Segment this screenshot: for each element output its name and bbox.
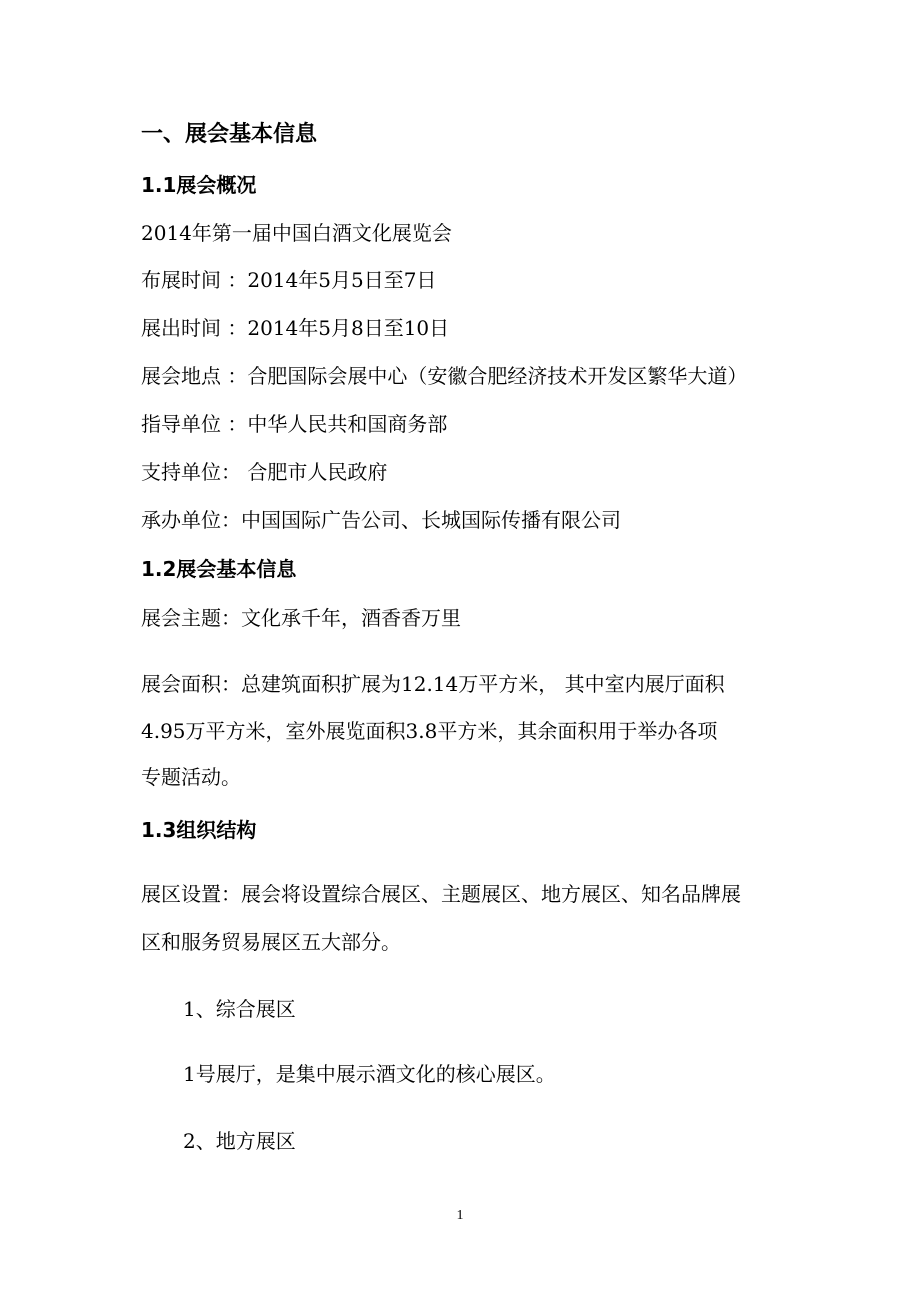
venue: 展会地点 ：合肥国际会展中心（安徽合肥经济技术开发区繁华大道） — [141, 364, 748, 388]
supporting-unit: 支持单位： 合肥市人民政府 — [141, 460, 388, 484]
area-line-1: 展会面积：总建筑面积扩展为12.14万平方米， 其中室内展厅面积 — [141, 672, 725, 696]
zone-item-1-desc: 1号展厅，是集中展示酒文化的核心展区。 — [183, 1062, 556, 1086]
zones-line-2: 区和服务贸易展区五大部分。 — [141, 930, 401, 954]
exhibition-name: 2014年第一届中国白酒文化展览会 — [141, 221, 452, 245]
exhibition-theme: 展会主题：文化承千年，酒香香万里 — [141, 606, 461, 630]
zone-item-1-title: 1、综合展区 — [183, 997, 296, 1021]
zones-line-1: 展区设置：展会将设置综合展区、主题展区、地方展区、知名品牌展 — [141, 882, 741, 906]
heading-main: 一、展会基本信息 — [141, 122, 318, 147]
area-line-3: 专题活动。 — [141, 765, 241, 789]
organizer: 承办单位：中国国际广告公司、长城国际传播有限公司 — [141, 508, 621, 532]
zone-item-2-title: 2、地方展区 — [183, 1129, 296, 1153]
section-1-3-title: 1.3组织结构 — [141, 818, 257, 842]
exhibit-time: 展出时间 ：2014年5月8日至10日 — [141, 316, 450, 340]
section-1-1-title: 1.1展会概况 — [141, 173, 257, 197]
setup-time: 布展时间 ：2014年5月5日至7日 — [141, 268, 437, 292]
page-number: 1 — [456, 1208, 464, 1223]
area-line-2: 4.95万平方米，室外展览面积3.8平方米，其余面积用于举办各项 — [141, 719, 718, 743]
section-1-2-title: 1.2展会基本信息 — [141, 557, 297, 581]
guiding-unit: 指导单位 ：中华人民共和国商务部 — [141, 412, 448, 436]
